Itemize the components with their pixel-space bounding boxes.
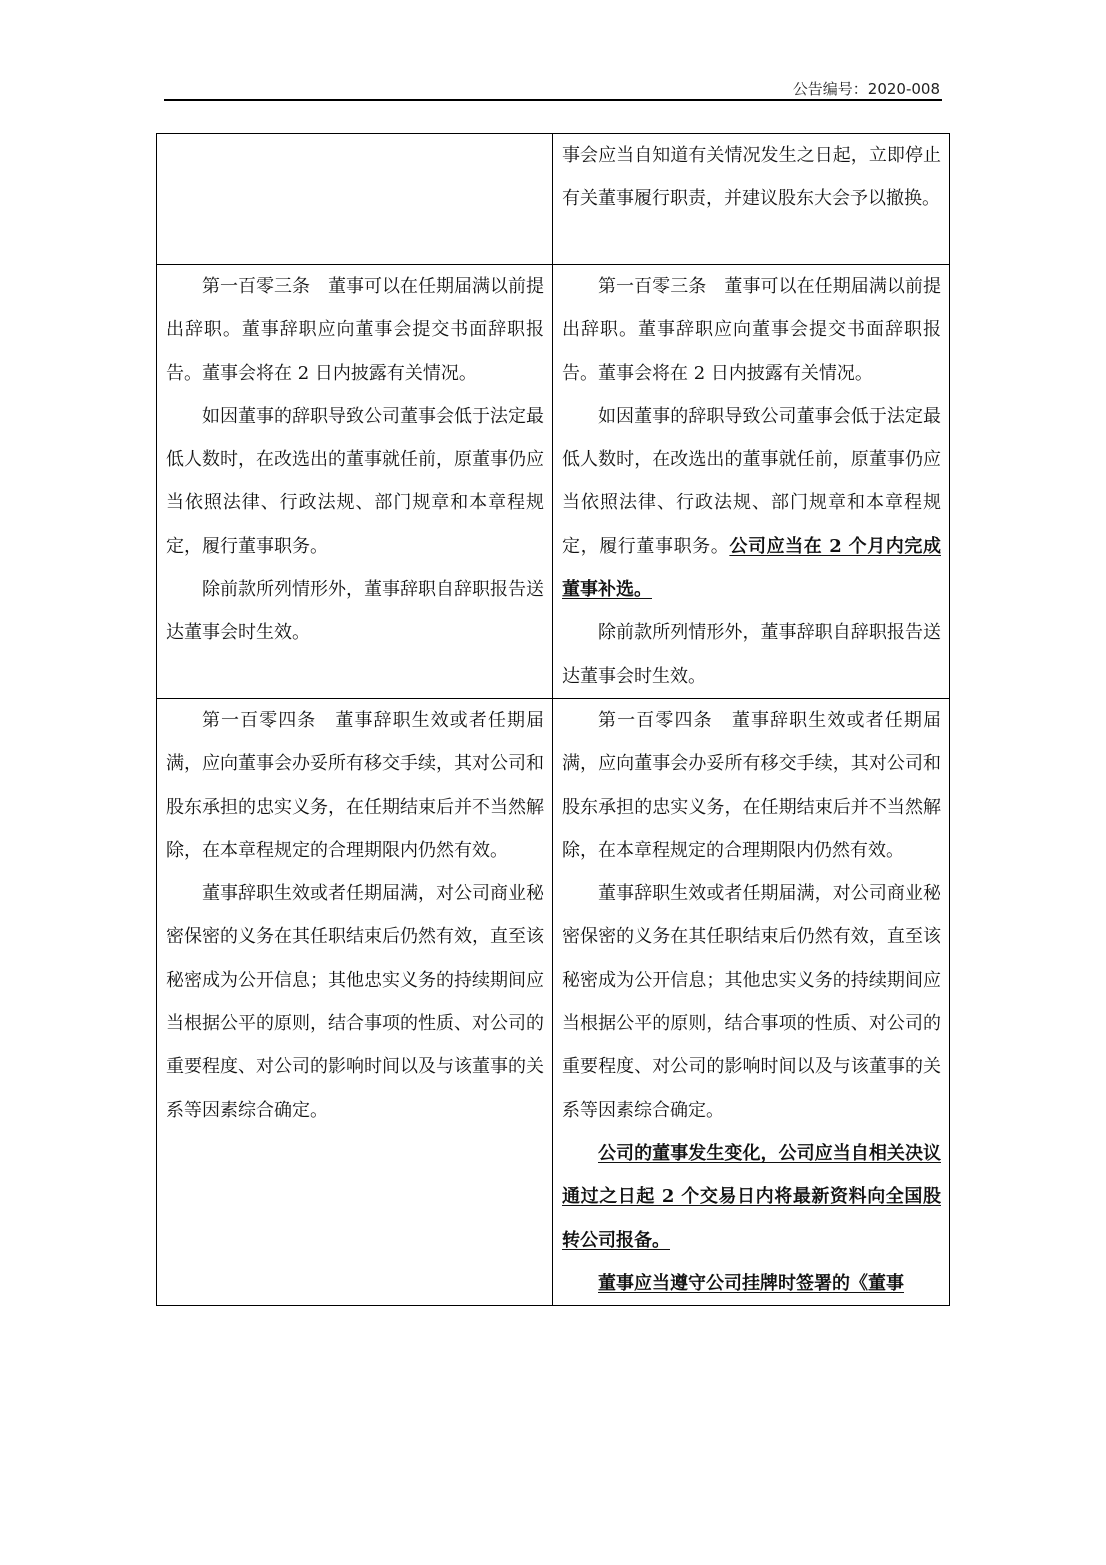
revised-clause-cell	[553, 134, 950, 265]
clause-paragraph	[166, 395, 544, 568]
revised-clause-cell	[553, 265, 950, 699]
clause-paragraph	[562, 395, 941, 611]
clause-paragraph	[166, 872, 544, 1132]
paragraph-text: 第一百零四条 董事辞职生效或者任期届满，应向董事会办妥所有移交手续，其对公司和股东承担的忠实义务，在任期结束后并不当然解除，在本章程规定的合理期限内仍然有效。	[166, 709, 544, 861]
header-rule	[164, 99, 942, 101]
clause-paragraph	[562, 134, 941, 221]
added-text: 董事应当遵守公司挂牌时签署的《董事	[598, 1272, 904, 1294]
added-text: 公司的董事发生变化，公司应当自相关决议通过之日起 2 个交易日内将最新资料向全国股转公司报备。	[562, 1142, 941, 1251]
clause-paragraph	[166, 265, 544, 395]
announcement-number: 公告编号：2020-008	[792, 80, 940, 98]
clause-paragraph	[562, 265, 941, 395]
revised-clause-cell	[553, 698, 950, 1305]
table-row	[157, 698, 950, 1305]
added-text: 公司应当在 2 个月内完成董事补选。	[562, 535, 941, 601]
clause-paragraph	[562, 872, 941, 1132]
original-clause-cell	[157, 265, 553, 699]
paragraph-text: 第一百零三条 董事可以在任期届满以前提出辞职。董事辞职应向董事会提交书面辞职报告。董事会将在 2 日内披露有关情况。	[166, 276, 544, 384]
empty-cell	[166, 134, 544, 264]
clause-paragraph	[562, 1132, 941, 1262]
clause-paragraph	[562, 1262, 941, 1305]
paragraph-text: 如因董事的辞职导致公司董事会低于法定最低人数时，在改选出的董事就任前，原董事仍应当依照法律、行政法规、部门规章和本章程规定，履行董事职务。	[166, 405, 544, 557]
paragraph-text: 第一百零四条 董事辞职生效或者任期届满，应向董事会办妥所有移交手续，其对公司和股东承担的忠实义务，在任期结束后并不当然解除，在本章程规定的合理期限内仍然有效。	[562, 709, 941, 861]
original-clause-cell	[157, 134, 553, 265]
table-row	[157, 134, 950, 265]
original-clause-cell	[157, 698, 553, 1305]
paragraph-text: 除前款所列情形外，董事辞职自辞职报告送达董事会时生效。	[562, 622, 941, 687]
clause-paragraph	[166, 568, 544, 655]
clause-paragraph	[562, 611, 941, 698]
clause-paragraph	[166, 699, 544, 872]
paragraph-text: 除前款所列情形外，董事辞职自辞职报告送达董事会时生效。	[166, 579, 544, 644]
paragraph-text: 董事辞职生效或者任期届满，对公司商业秘密保密的义务在其任职结束后仍然有效，直至该秘密成为公开信息；其他忠实义务的持续期间应当根据公平的原则，结合事项的性质、对公司的重要程度、对公司的影响时间以及与该董事的关系等因素综合确定。	[166, 883, 544, 1121]
paragraph-text: 事会应当自知道有关情况发生之日起，立即停止有关董事履行职责，并建议股东大会予以撤换。	[562, 145, 941, 210]
paragraph-text: 如因董事的辞职导致公司董事会低于法定最低人数时，在改选出的董事就任前，原董事仍应当依照法律、行政法规、部门规章和本章程规定，履行董事职务。	[562, 405, 941, 557]
comparison-table	[156, 133, 950, 1306]
paragraph-text: 第一百零三条 董事可以在任期届满以前提出辞职。董事辞职应向董事会提交书面辞职报告。董事会将在 2 日内披露有关情况。	[562, 276, 941, 384]
clause-paragraph	[562, 699, 941, 872]
table-row	[157, 265, 950, 699]
paragraph-text: 董事辞职生效或者任期届满，对公司商业秘密保密的义务在其任职结束后仍然有效，直至该秘密成为公开信息；其他忠实义务的持续期间应当根据公平的原则，结合事项的性质、对公司的重要程度、对公司的影响时间以及与该董事的关系等因素综合确定。	[562, 883, 941, 1121]
